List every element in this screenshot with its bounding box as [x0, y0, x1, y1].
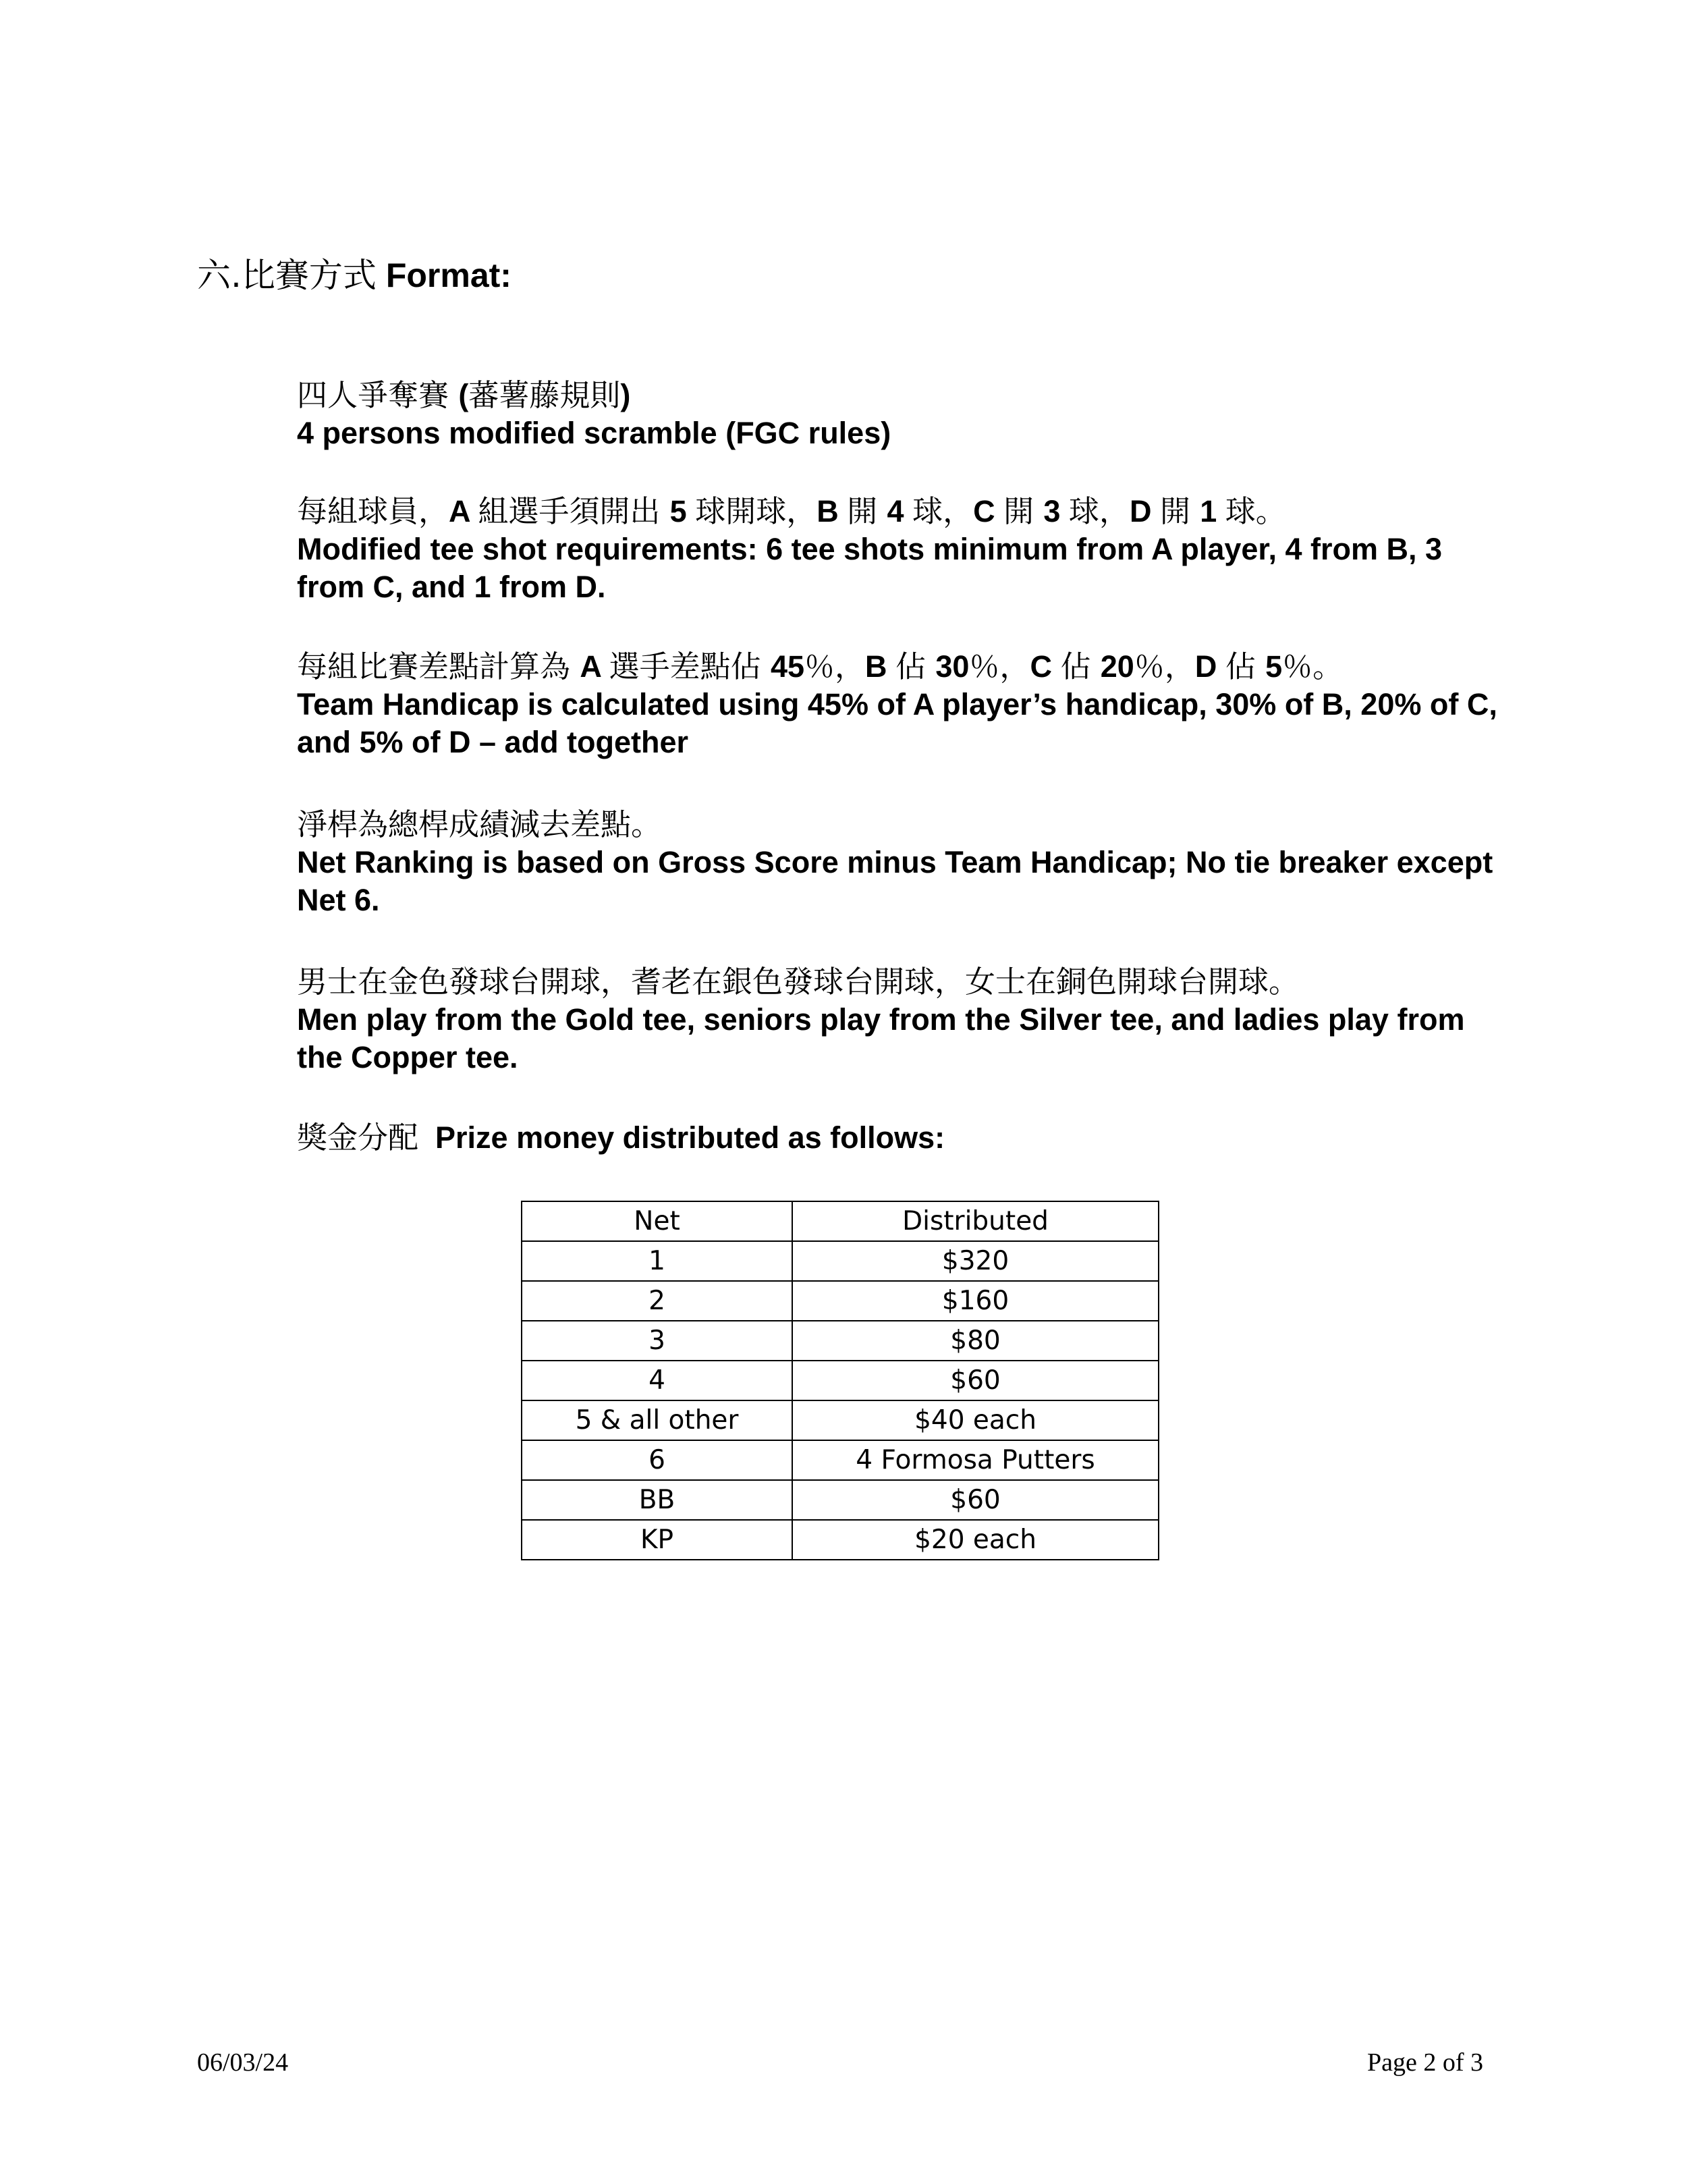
paragraph-cn — [297, 377, 1498, 414]
paragraph-en: Team Handicap is calculated using 45% of A player’s handicap, 30% of B, 20% of C, and 5% of D – add together — [297, 687, 1497, 759]
text-run: C — [973, 494, 1004, 528]
paragraph-3 — [297, 648, 1498, 761]
text-run: ) — [620, 378, 631, 412]
text-run: 1 — [1200, 494, 1225, 528]
text-run: 淨桿為總桿成績減去差點。 — [297, 807, 662, 842]
text-run: 組選手須開出 — [478, 493, 670, 529]
footer-date: 06/03/24 — [197, 2048, 289, 2077]
table-header-row — [522, 1201, 1159, 1241]
text-run: 選手差點佔 — [609, 649, 771, 684]
table-cell-distributed: $320 — [792, 1241, 1159, 1281]
text-run: 開 — [847, 493, 887, 529]
table-cell-distributed: $40 each — [792, 1400, 1159, 1440]
table-cell-distributed: $60 — [792, 1480, 1159, 1520]
paragraph-en: Net Ranking is based on Gross Score minus Team Handicap; No tie breaker except Net 6. — [297, 845, 1493, 917]
text-run: 佔 — [1060, 649, 1101, 684]
table-body — [522, 1241, 1159, 1560]
table-row — [522, 1321, 1159, 1361]
text-run: 30 — [935, 649, 970, 684]
table-cell-net: KP — [522, 1520, 792, 1560]
table-row — [522, 1361, 1159, 1400]
text-run: ％， — [1134, 649, 1195, 684]
text-run: B — [865, 649, 896, 684]
text-run: 蕃薯藤規則 — [468, 377, 621, 413]
section-heading — [197, 255, 511, 296]
text-run: 5 — [1265, 649, 1283, 684]
paragraph-en: Modified tee shot requirements: 6 tee shots minimum from A player, 4 from B, 3 from C, and 1 from D. — [297, 532, 1443, 604]
table-row — [522, 1480, 1159, 1520]
text-run: A — [580, 649, 609, 684]
table-cell-net: 4 — [522, 1361, 792, 1400]
table-cell-net: 2 — [522, 1281, 792, 1321]
text-run: ( — [458, 378, 469, 412]
text-run: ％。 — [1282, 649, 1344, 684]
paragraph-en: Men play from the Gold tee, seniors play from the Silver tee, and ladies play from the Copper tee. — [297, 1002, 1465, 1074]
table-row — [522, 1520, 1159, 1560]
table-header-net: Net — [522, 1201, 792, 1241]
text-run: 45 — [770, 649, 805, 684]
section-title-cn: 比賽方式 — [241, 256, 377, 295]
paragraph-5 — [297, 963, 1498, 1076]
text-run: 開 — [1003, 493, 1044, 529]
text-run: ％， — [804, 649, 866, 684]
table-row — [522, 1440, 1159, 1480]
paragraph-cn — [297, 806, 1498, 844]
section-title-en: Format: — [385, 256, 511, 294]
text-run: 佔 — [1225, 649, 1266, 684]
table-cell-net: 3 — [522, 1321, 792, 1361]
paragraph-en: 4 persons modified scramble (FGC rules) — [297, 416, 891, 450]
footer-page-number: Page 2 of 3 — [1366, 2048, 1483, 2077]
text-run: 佔 — [895, 649, 936, 684]
paragraph-4 — [297, 806, 1498, 919]
text-run: 男士在金色發球台開球，耆老在銀色發球台開球，女士在銅色開球台開球。 — [297, 964, 1300, 1000]
text-run: A — [449, 494, 478, 528]
table-cell-distributed: $80 — [792, 1321, 1159, 1361]
prize-heading — [297, 1119, 945, 1157]
table-row — [522, 1400, 1159, 1440]
table-cell-net: BB — [522, 1480, 792, 1520]
text-run: 開 — [1159, 493, 1200, 529]
text-run: 球， — [1068, 493, 1130, 529]
table-row — [522, 1281, 1159, 1321]
text-run: C — [1030, 649, 1061, 684]
text-run: 球開球， — [695, 493, 817, 529]
table-row — [522, 1241, 1159, 1281]
prize-table — [521, 1201, 1159, 1560]
table-cell-net: 1 — [522, 1241, 792, 1281]
table-cell-net: 5 & all other — [522, 1400, 792, 1440]
text-run: 每組比賽差點計算為 — [297, 649, 580, 684]
table-cell-distributed: $160 — [792, 1281, 1159, 1321]
text-run: 3 — [1043, 494, 1069, 528]
table-cell-distributed: $20 each — [792, 1520, 1159, 1560]
table-cell-net: 6 — [522, 1440, 792, 1480]
text-run: 4 — [887, 494, 913, 528]
text-run: B — [817, 494, 848, 528]
table-cell-distributed: 4 Formosa Putters — [792, 1440, 1159, 1480]
text-run: ％， — [969, 649, 1030, 684]
paragraph-cn — [297, 963, 1498, 1001]
paragraph-cn — [297, 648, 1498, 686]
paragraph-2 — [297, 493, 1498, 606]
paragraph-cn — [297, 493, 1498, 530]
text-run: 球。 — [1225, 493, 1286, 529]
table-header-distributed: Distributed — [792, 1201, 1159, 1241]
text-run: 5 — [669, 494, 696, 528]
table-cell-distributed: $60 — [792, 1361, 1159, 1400]
text-run: 20 — [1100, 649, 1134, 684]
paragraph-1 — [297, 377, 1498, 452]
text-run: 球， — [912, 493, 974, 529]
text-run: 每組球員， — [297, 493, 449, 529]
text-run: 四人爭奪賽 — [297, 377, 459, 413]
text-run: D — [1194, 649, 1225, 684]
prize-label-cn: 獎金分配 — [297, 1120, 419, 1155]
text-run: D — [1129, 494, 1160, 528]
prize-label-en: Prize money distributed as follows: — [435, 1120, 945, 1155]
section-number: 六. — [197, 256, 242, 295]
